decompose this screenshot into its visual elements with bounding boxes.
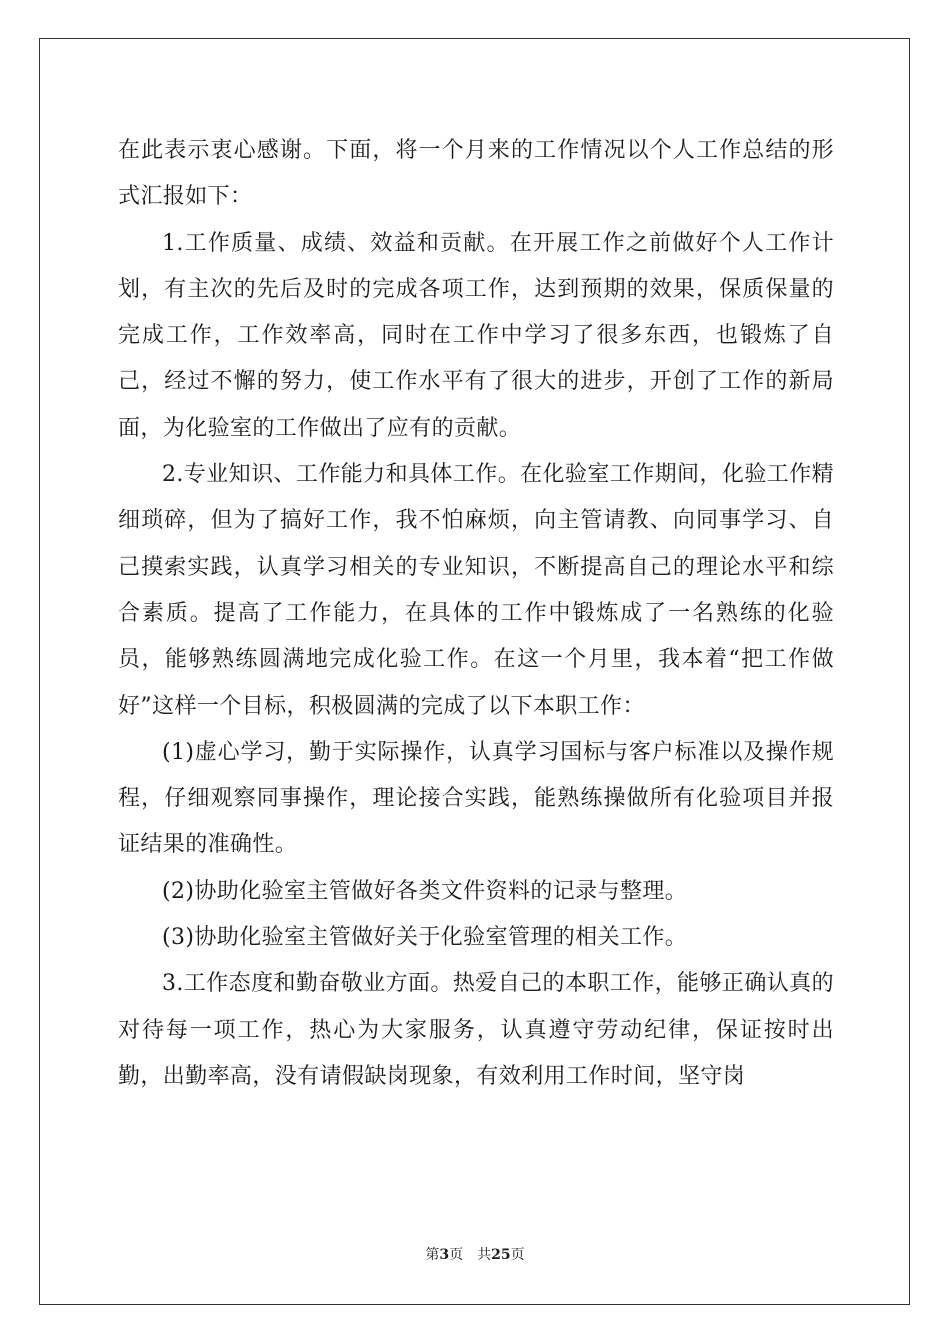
paragraph-section-1: 1.工作质量、成绩、效益和贡献。在开展工作之前做好个人工作计划，有主次的先后及时的完成各项工作，达到预期的效果，保质保量的完成工作，工作效率高，同时在工作中学习了很多东西，也锻炼了自己，经过不懈的努力，使工作水平有了很大的进步，开创了工作的新局面，为化验室的工作做出了应有的贡献。	[118, 230, 834, 441]
page-footer	[0, 1244, 950, 1264]
total-prefix: 共	[477, 1247, 492, 1263]
total-pages: 25	[491, 1247, 511, 1263]
paragraph-item-3: (3)协助化验室主管做好关于化验室管理的相关工作。	[162, 925, 688, 951]
page-number: 3	[439, 1247, 450, 1263]
total-suffix: 页	[510, 1247, 525, 1263]
paragraph-item-2: (2)协助化验室主管做好各类文件资料的记录与整理。	[162, 878, 688, 904]
paragraph-section-2: 2.专业知识、工作能力和具体工作。在化验室工作期间，化验工作精细琐碎，但为了搞好工作，我不怕麻烦，向主管请教、向同事学习、自己摸索实践，认真学习相关的专业知识，不断提高自己的理论水平和综合素质。提高了工作能力，在具体的工作中锻炼成了一名熟练的化验员，能够熟练圆满地完成化验工作。在这一个月里，我本着“把工作做好”这样一个目标，积极圆满的完成了以下本职工作：	[118, 462, 834, 719]
page-suffix: 页	[449, 1247, 464, 1263]
paragraph-section-3: 3.工作态度和勤奋敬业方面。热爱自己的本职工作，能够正确认真的对待每一项工作，热心为大家服务，认真遵守劳动纪律，保证按时出勤，出勤率高，没有请假缺岗现象，有效利用工作时间，坚守岗	[118, 971, 834, 1089]
paragraph-intro: 在此表示衷心感谢。下面，将一个月来的工作情况以个人工作总结的形式汇报如下：	[118, 138, 834, 210]
page-prefix: 第	[425, 1247, 440, 1263]
paragraph-item-1: (1)虚心学习，勤于实际操作，认真学习国标与客户标准以及操作规程，仔细观察同事操作，理论接合实践，能熟练操做所有化验项目并报证结果的准确性。	[118, 739, 834, 858]
document-body	[118, 128, 834, 1100]
